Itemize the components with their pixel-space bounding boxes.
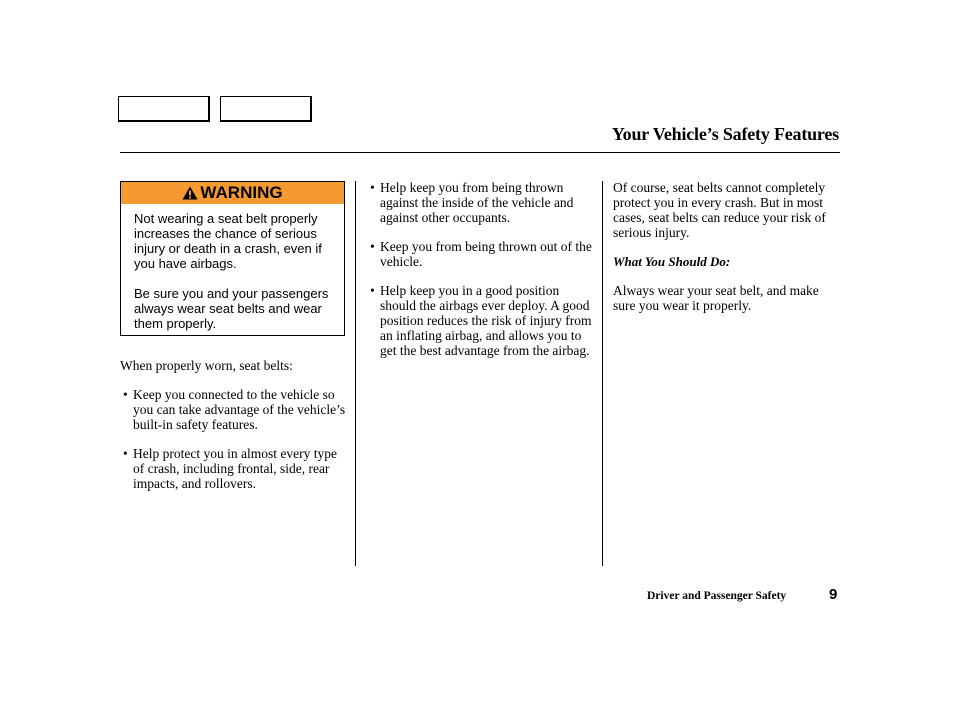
warning-label: WARNING xyxy=(200,183,283,202)
warning-box xyxy=(120,181,345,336)
warning-body xyxy=(121,204,344,331)
list-item xyxy=(120,387,350,432)
nav-button-contents[interactable] xyxy=(118,96,210,122)
subheading: What You Should Do: xyxy=(613,254,731,269)
bullet: • xyxy=(123,446,128,461)
column-3 xyxy=(613,180,838,327)
list-item-text: Keep you connected to the vehicle so you can take advantage of the vehicle’s built-in safety features. xyxy=(133,387,346,432)
column-1 xyxy=(120,358,350,505)
warning-paragraph: Be sure you and your passengers always wear seat belts and wear them properly. xyxy=(134,286,329,331)
page-title: Your Vehicle’s Safety Features xyxy=(611,124,839,144)
column-divider xyxy=(355,181,356,566)
header-rule xyxy=(120,152,840,153)
body-paragraph: Always wear your seat belt, and make sure you wear it properly. xyxy=(613,283,819,313)
list-item-text: Help protect you in almost every type of crash, including frontal, side, rear impacts, and rollovers. xyxy=(133,446,337,491)
list-item xyxy=(367,180,595,225)
list-item-text: Help keep you from being thrown against the inside of the vehicle and against other occupants. xyxy=(380,180,574,225)
intro-text: When properly worn, seat belts: xyxy=(120,358,293,373)
nav-button-index[interactable] xyxy=(220,96,312,122)
list-item-text: Help keep you in a good position should the airbags ever deploy. A good position reduces the risk of injury from an inflating airbag, and allows you to get the best advantage from the airbag. xyxy=(380,283,592,358)
warning-header xyxy=(121,182,344,204)
list-item xyxy=(367,239,595,269)
column-2 xyxy=(367,180,595,372)
bullet: • xyxy=(370,283,375,298)
list-item xyxy=(367,283,595,358)
warning-triangle-icon xyxy=(182,186,198,200)
page-number: 9 xyxy=(829,586,838,603)
footer-section-title: Driver and Passenger Safety xyxy=(647,590,787,602)
list-item xyxy=(120,446,350,491)
list-item-text: Keep you from being thrown out of the vehicle. xyxy=(380,239,592,269)
bullet: • xyxy=(370,239,375,254)
bullet: • xyxy=(370,180,375,195)
column-divider xyxy=(602,181,603,566)
bullet: • xyxy=(123,387,128,402)
body-paragraph: Of course, seat belts cannot completely protect you in every crash. But in most cases, seat belts can reduce your risk of serious injury. xyxy=(613,180,826,240)
warning-paragraph: Not wearing a seat belt properly increases the chance of serious injury or death in a crash, even if you have airbags. xyxy=(134,211,322,271)
